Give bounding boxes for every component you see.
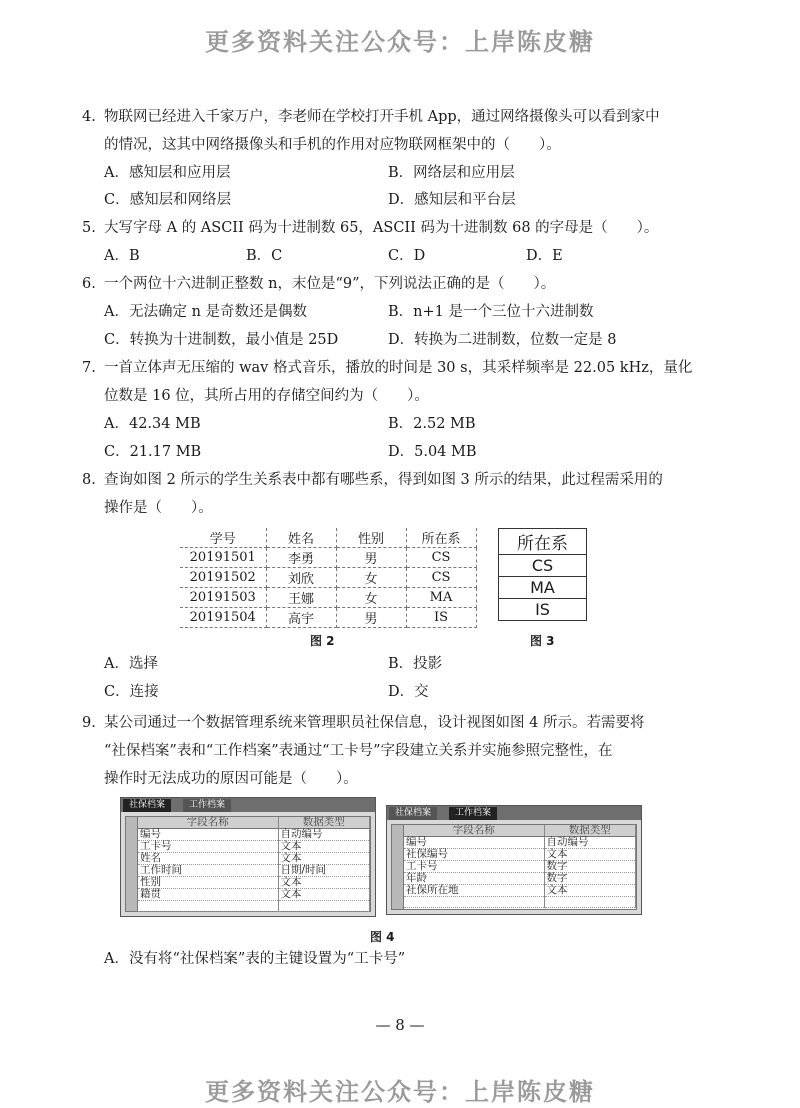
grid-header-row — [404, 825, 636, 837]
data-type: 自动编号 — [544, 837, 636, 849]
fig3-cell: CS — [499, 555, 587, 577]
table-row — [499, 555, 587, 577]
page-number: — 8 — — [375, 1016, 425, 1034]
fig2-header-cell: 学号 — [180, 528, 266, 548]
field-name: 社保编号 — [404, 849, 544, 861]
q7-line-2: 位数是 16 位，其所占用的存储空间约为（ ）。 — [104, 388, 429, 404]
fig3-result-table — [498, 528, 587, 621]
fig4-caption: 图 4 — [370, 930, 395, 944]
q8-option-d: D．交 — [388, 684, 429, 700]
q4-option-b: B．网络层和应用层 — [388, 165, 515, 181]
table-row — [180, 548, 476, 568]
fig3-cell: IS — [499, 599, 587, 621]
fig4-left-field-grid — [125, 816, 371, 912]
fig2-cell: 20191501 — [180, 548, 266, 568]
field-name-header: 字段名称 — [138, 817, 278, 829]
q6-option-c: C．转换为十进制数，最小值是 25D — [104, 332, 339, 348]
q4-number: 4. — [82, 109, 96, 125]
table-row[interactable] — [138, 853, 370, 865]
data-type: 数字 — [544, 873, 636, 885]
q8-line-2: 操作是（ ）。 — [104, 500, 213, 516]
table-row[interactable] — [138, 841, 370, 853]
q6-option-a: A．无法确定 n 是奇数还是偶数 — [104, 304, 308, 320]
fig2-cell: CS — [406, 568, 476, 588]
field-name: 工卡号 — [404, 861, 544, 873]
q4-option-c: C．感知层和网络层 — [104, 192, 232, 208]
fig2-cell: 男 — [336, 548, 406, 568]
q4-option-a: A．感知层和应用层 — [104, 165, 231, 181]
data-type: 文本 — [278, 889, 370, 901]
q7-option-a: A．42.34 MB — [104, 416, 201, 432]
fig2-cell: 高宇 — [266, 608, 336, 628]
fig2-cell: 刘欣 — [266, 568, 336, 588]
field-name: 姓名 — [138, 853, 278, 865]
q5-option-b: B．C — [246, 248, 283, 264]
fig4-left-design-window — [120, 797, 376, 917]
q8-option-a: A．选择 — [104, 656, 158, 672]
q7-option-c: C．21.17 MB — [104, 444, 202, 460]
data-type: 文本 — [278, 841, 370, 853]
fig2-cell: 女 — [336, 588, 406, 608]
fig2-header-row — [180, 528, 476, 548]
q4-line-1: 物联网已经进入千家万户，李老师在学校打开手机 App，通过网络摄像头可以看到家中 — [104, 109, 660, 125]
fig2-header-cell: 所在系 — [406, 528, 476, 548]
fig2-cell: 王娜 — [266, 588, 336, 608]
data-type: 文本 — [278, 853, 370, 865]
fig2-cell: 李勇 — [266, 548, 336, 568]
fig2-caption: 图 2 — [310, 634, 335, 648]
table-row[interactable] — [404, 885, 636, 897]
data-type: 文本 — [278, 877, 370, 889]
data-type-header: 数据类型 — [278, 817, 370, 829]
watermark-bottom: 更多资料关注公众号：上岸陈皮糖 — [205, 1078, 595, 1106]
data-type-header: 数据类型 — [544, 825, 636, 837]
fig2-cell: 女 — [336, 568, 406, 588]
fig4-right-field-grid — [391, 824, 637, 910]
table-row — [180, 568, 476, 588]
q5-option-a: A．B — [104, 248, 140, 264]
fig3-header-row — [499, 529, 587, 555]
table-row[interactable] — [404, 861, 636, 873]
q7-line-1: 一首立体声无压缩的 wav 格式音乐，播放的时间是 30 s，其采样频率是 22.05 kHz，量化 — [104, 360, 693, 376]
fig3-header-cell: 所在系 — [499, 529, 587, 555]
field-name: 编号 — [138, 829, 278, 841]
q8-option-c: C．连接 — [104, 684, 159, 700]
table-row[interactable] — [404, 873, 636, 885]
field-name: 工卡号 — [138, 841, 278, 853]
fig4-left-tabs — [121, 798, 375, 812]
row-selector-column — [392, 825, 404, 909]
q7-option-b: B．2.52 MB — [388, 416, 476, 432]
field-name-header: 字段名称 — [404, 825, 544, 837]
field-name: 性别 — [138, 877, 278, 889]
fig2-cell: 20191504 — [180, 608, 266, 628]
q7-number: 7. — [82, 360, 96, 376]
table-row[interactable] — [138, 901, 370, 912]
q6-option-b: B．n+1 是一个三位十六进制数 — [388, 304, 594, 320]
q9-number: 9. — [82, 715, 96, 731]
data-type: 日期/时间 — [278, 865, 370, 877]
fig2-header-cell: 姓名 — [266, 528, 336, 548]
q5-line-1: 大写字母 A 的 ASCII 码为十进制数 65，ASCII 码为十进制数 68 的字母是（ ）。 — [104, 220, 659, 236]
fig2-cell: MA — [406, 588, 476, 608]
table-row[interactable] — [138, 865, 370, 877]
field-name: 工作时间 — [138, 865, 278, 877]
data-type: 文本 — [544, 885, 636, 897]
q9-line-1: 某公司通过一个数据管理系统来管理职员社保信息，设计视图如图 4 所示。若需要将 — [104, 715, 645, 731]
q9-option-a: A．没有将“社保档案”表的主键设置为“工卡号” — [104, 951, 406, 967]
fig2-student-table — [180, 528, 477, 628]
q4-line-2: 的情况，这其中网络摄像头和手机的作用对应物联网框架中的（ ）。 — [104, 137, 561, 153]
field-name: 籍贯 — [138, 889, 278, 901]
table-row — [499, 577, 587, 599]
q6-option-d: D．转换为二进制数，位数一定是 8 — [388, 332, 617, 348]
q5-option-d: D．E — [526, 248, 563, 264]
tab-gongzuo-dangan[interactable]: 工作档案 — [449, 807, 497, 820]
table-row — [499, 599, 587, 621]
data-type: 自动编号 — [278, 829, 370, 841]
grid-header-row — [138, 817, 370, 829]
q6-number: 6. — [82, 276, 96, 292]
q4-option-d: D．感知层和平台层 — [388, 192, 516, 208]
fig2-header-cell: 性别 — [336, 528, 406, 548]
q6-line-1: 一个两位十六进制正整数 n，末位是“9”，下列说法正确的是（ ）。 — [104, 276, 556, 292]
fig2-cell: 20191503 — [180, 588, 266, 608]
q8-option-b: B．投影 — [388, 656, 443, 672]
q7-option-d: D．5.04 MB — [388, 444, 477, 460]
fig2-cell: IS — [406, 608, 476, 628]
fig2-cell: 男 — [336, 608, 406, 628]
row-selector-column — [126, 817, 138, 911]
tab-gongzuo-dangan[interactable]: 工作档案 — [183, 799, 231, 812]
data-type: 文本 — [544, 849, 636, 861]
table-row — [180, 608, 476, 628]
q8-number: 8. — [82, 472, 96, 488]
q9-line-2: “社保档案”表和“工作档案”表通过“工卡号”字段建立关系并实施参照完整性，在 — [104, 743, 613, 759]
tab-shebao-dangan[interactable]: 社保档案 — [389, 807, 437, 820]
fig2-cell: 20191502 — [180, 568, 266, 588]
table-row[interactable] — [138, 889, 370, 901]
table-row[interactable] — [404, 837, 636, 849]
fig3-caption: 图 3 — [530, 634, 555, 648]
watermark-top: 更多资料关注公众号：上岸陈皮糖 — [205, 28, 595, 56]
fig2-cell: CS — [406, 548, 476, 568]
fig3-cell: MA — [499, 577, 587, 599]
table-row[interactable] — [404, 897, 636, 908]
table-row[interactable] — [404, 849, 636, 861]
table-row — [180, 588, 476, 608]
q8-line-1: 查询如图 2 所示的学生关系表中都有哪些系，得到如图 3 所示的结果，此过程需采用的 — [104, 472, 663, 488]
fig4-right-design-window — [386, 805, 642, 915]
q5-number: 5. — [82, 220, 96, 236]
field-name: 年龄 — [404, 873, 544, 885]
table-row[interactable] — [138, 829, 370, 841]
q5-option-c: C．D — [388, 248, 426, 264]
field-name: 社保所在地 — [404, 885, 544, 897]
table-row[interactable] — [138, 877, 370, 889]
data-type: 数字 — [544, 861, 636, 873]
field-name: 编号 — [404, 837, 544, 849]
fig4-right-tabs — [387, 806, 641, 820]
tab-shebao-dangan[interactable]: 社保档案 — [123, 799, 171, 812]
q9-line-3: 操作时无法成功的原因可能是（ ）。 — [104, 771, 358, 787]
